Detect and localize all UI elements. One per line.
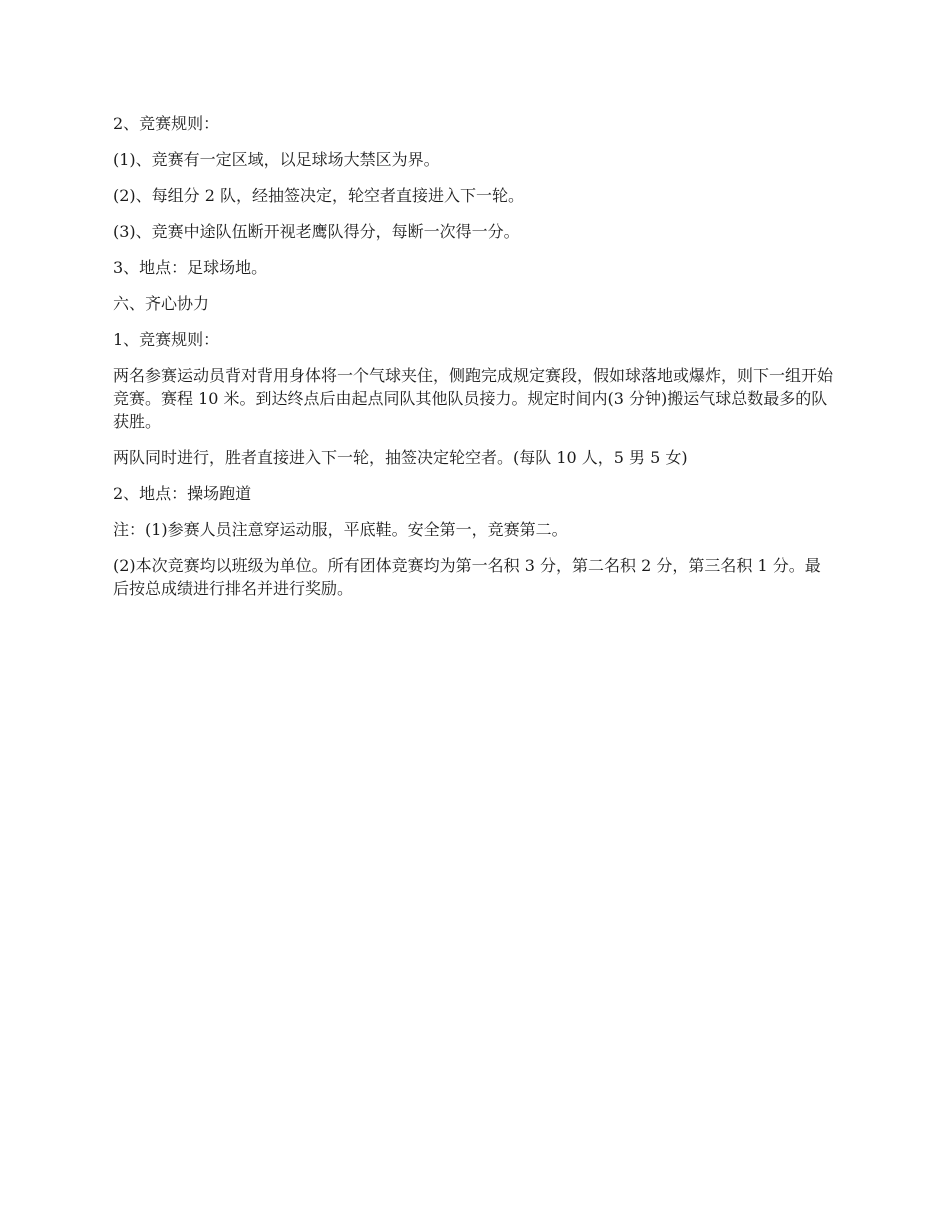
location-heading-3: 3、地点：足球场地。 [113,258,268,277]
rules-description: 两名参赛运动员背对背用身体将一个气球夹住，侧跑完成规定赛段，假如球落地或爆炸，则下一组开始竞赛。赛程 10 米。到达终点后由起点同队其他队员接力。规定时间内(3 分钟)搬运气球总数最多的队获胜。 [113,366,834,431]
rule-item-3: (3)、竞赛中途队伍断开视老鹰队得分，每断一次得一分。 [113,222,520,241]
rule-item-1: (1)、竞赛有一定区域，以足球场大禁区为界。 [113,150,440,169]
note-item-1: 注：(1)参赛人员注意穿运动服，平底鞋。安全第一，竞赛第二。 [113,520,568,539]
format-description: 两队同时进行，胜者直接进入下一轮，抽签决定轮空者。(每队 10 人，5 男 5 女) [113,448,688,467]
rules-heading-1: 1、竞赛规则： [113,330,220,349]
note-item-2: (2)本次竞赛均以班级为单位。所有团体竞赛均为第一名积 3 分，第二名积 2 分，第三名积 1 分。最后按总成绩进行排名并进行奖励。 [113,556,821,598]
rule-item-2: (2)、每组分 2 队，经抽签决定，轮空者直接进入下一轮。 [113,186,525,205]
rules-heading-2: 2、竞赛规则： [113,114,220,133]
location-heading-2: 2、地点：操场跑道 [113,484,252,503]
document-body [113,112,833,613]
section-heading-six: 六、齐心协力 [113,294,210,313]
